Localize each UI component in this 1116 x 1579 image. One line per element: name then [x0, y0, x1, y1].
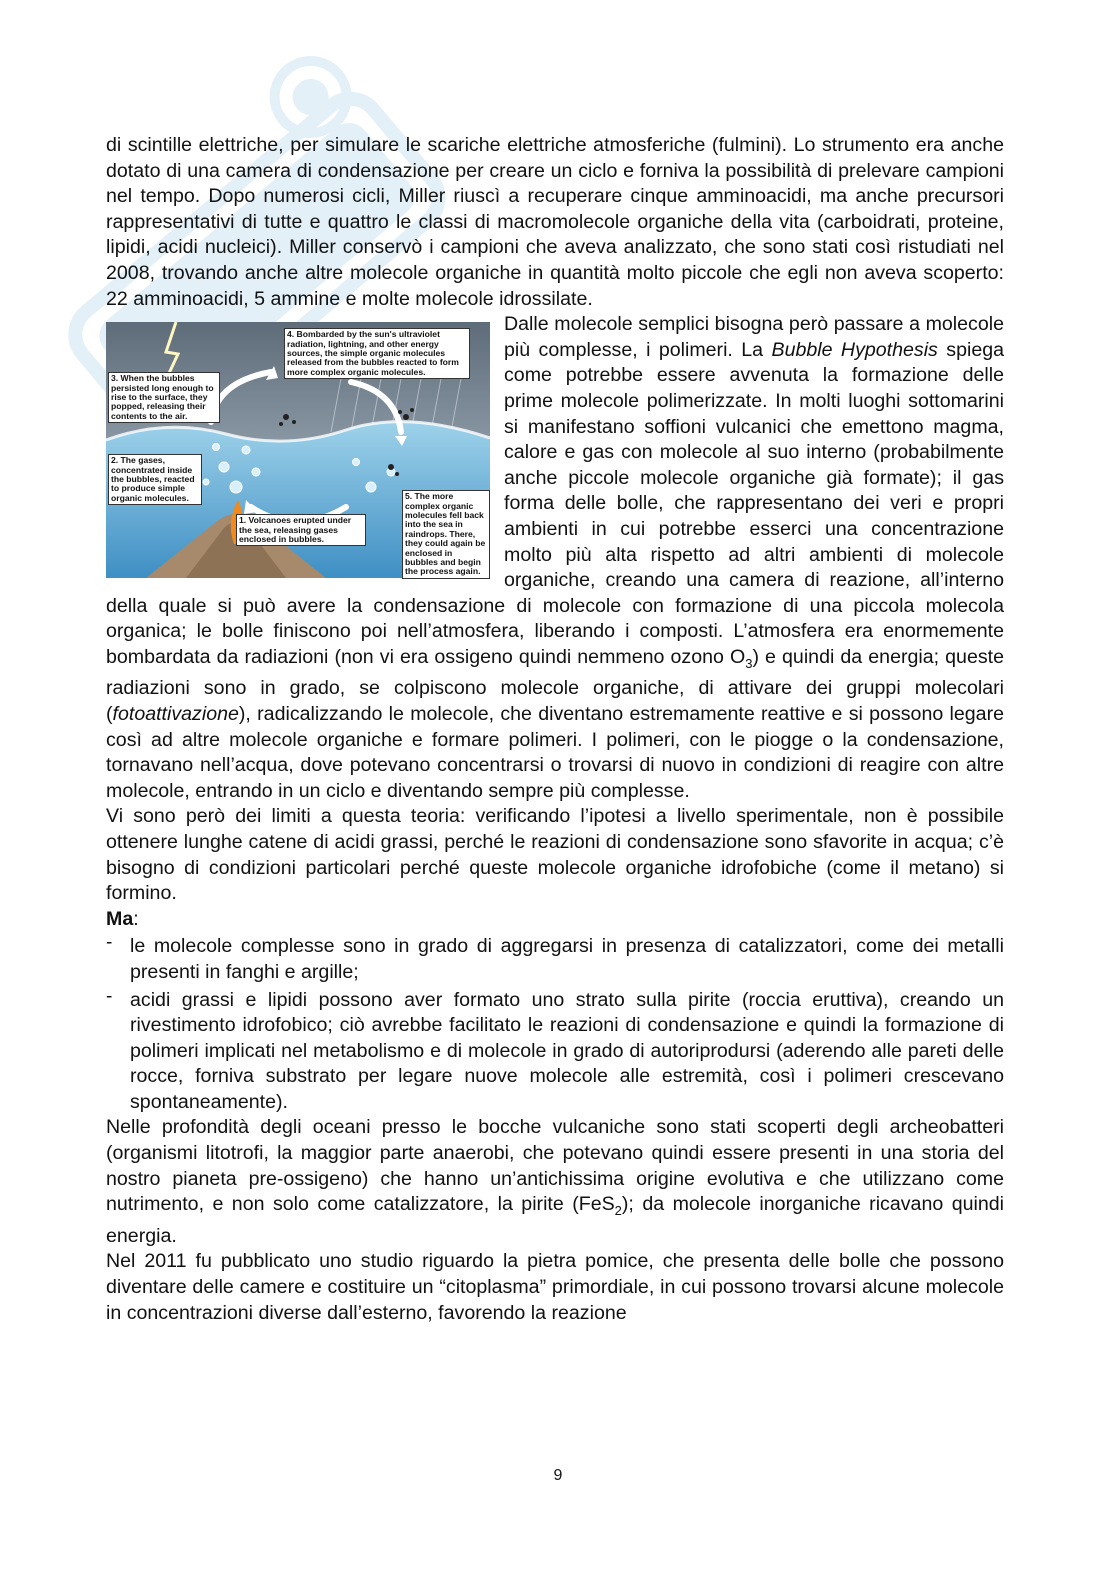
photoactivation-term: fotoattivazione: [112, 702, 239, 725]
list-item: - le molecole complesse sono in grado di aggregarsi in presenza di catalizzatori, come dei metalli presenti in fanghi e argille;: [106, 932, 1004, 983]
figure-caption-3: 3. When the bubbles persisted long enough to rise to the surface, they popped, releasing their contents to the air.: [108, 372, 220, 423]
page-number: 9: [553, 1467, 563, 1484]
limits-paragraph: Vi sono però dei limiti a questa teoria: verificando l’ipotesi a livello sperimentale, non è possibile ottenere lunghe catene di acidi grassi, perché le reazioni di condensazione sono sfavorite in acqua; c’è bisogno di condizioni particolari perché queste molecole organiche idrofobiche (come il metano) si formino.: [106, 805, 1004, 905]
list-item: - acidi grassi e lipidi possono aver formato uno strato sulla pirite (roccia eruttiva), creando un rivestimento idrofobico; ciò avrebbe facilitato le reazioni di condensazione e quindi la formazione di polimeri implicati nel metabolismo e di molecole in grado di autoriprodursi (aderendo alle pareti delle rocce, forniva substrato per legare nuove molecole alle estremità, così i polimeri crescevano spontaneamente).: [106, 985, 1004, 1113]
dash-bullet-icon: -: [106, 985, 113, 1007]
bullet-list: [106, 934, 1004, 1115]
intro-paragraph: di scintille elettriche, per simulare le scariche elettriche atmosferiche (fulmini). Lo strumento era anche dotato di una camera di condensazione per creare un ciclo e forniva la possibilità di prelevare campioni nel tempo. Dopo numerosi cicli, Miller riuscì a recuperare cinque amminoacidi, ma anche precursori rappresentativi di tutte e quattro le classi di macromolecole organiche della vita (carboidrati, proteine, lipidi, acidi nucleici). Miller conservò i campioni che aveva analizzato, che sono stati così ristudiati nel 2008, trovando anche altre molecole organiche in quantità molto piccole che egli non aveva scoperto: 22 amminoacidi, 5 ammine e molte molecole idrossilate.: [106, 134, 1004, 310]
archaea-paragraph: Nelle profondità degli oceani presso le bocche vulcaniche sono stati scoperti degli archeobatteri (organismi litotrofi, la maggior parte anaerobi, che potevano quindi essere presenti in una storia del nostro pianeta pre-ossigeno) che hanno un’antichissima origine evolutiva e che utilizzano come nutrimento, e non solo come catalizzatore, la pirite (FeS$_2$); da molecole inorganiche ricavano quindi energia.: [106, 1116, 1004, 1247]
page-body: [106, 133, 1004, 1326]
figure-caption-4: 4. Bombarded by the sun's ultraviolet radiation, lightning, and other energy sources, the simple organic molecules released from the bubbles reacted to form more complex organic molecules.: [284, 328, 470, 379]
dash-bullet-icon: -: [106, 932, 113, 954]
figure-caption-5: 5. The more complex organic molecules fell back into the sea in raindrops. There, they could again be enclosed in bubbles and begin the process again.: [402, 490, 490, 579]
figure-caption-2: 2. The gases, concentrated inside the bubbles, reacted to produce simple organic molecules.: [108, 454, 202, 505]
ma-heading: Ma:: [106, 907, 139, 930]
bubble-hypothesis-figure: [106, 322, 490, 578]
bubble-hypothesis-term: Bubble Hypothesis: [771, 338, 938, 361]
figure-caption-1: 1. Volcanoes erupted under the sea, releasing gases enclosed in bubbles.: [236, 514, 366, 546]
pumice-paragraph: Nel 2011 fu pubblicato uno studio riguardo la pietra pomice, che presenta delle bolle che possono diventare delle camere e costituire un “citoplasma” primordiale, in cui possono trovarsi alcune molecole in concentrazioni diverse dall’esterno, favorendo la reazione: [106, 1250, 1004, 1324]
bubble-hypothesis-paragraph: Dalle molecole semplici bisogna però passare a molecole più complesse, i polimeri. La Bubble Hypothesis spiega come potrebbe essere avvenuta la formazione delle prime molecole polimerizzate. In molti luoghi sottomarini si manifestano soffioni vulcanici che emettono magma, calore e gas con molecole al suo interno (probabilmente anche piccole molecole organiche già formate); il gas forma delle bolle, che rappresentano dei veri e propri ambienti in cui potrebbe esserci una concentrazione molto più alta rispetto ad altri ambienti di molecole organiche, creando una camera di reazione, all’interno della quale si può avere la condensazione di molecole con formazione di una piccola molecola organica; le bolle finiscono poi nell’atmosfera, liberando i composti. L’atmosfera era enormemente bombardata da radiazioni (non vi era ossigeno quindi nemmeno ozono $O_3$) e quindi da energia; queste radiazioni sono in grado, se colpiscono molecole organiche, di attivare dei gruppi molecolari (fotoattivazione), radicalizzando le molecole, che diventano estremamente reattive e si possono legare così ad altre molecole organiche e formare polimeri. I polimeri, con le piogge o la condensazione, tornavano nell’acqua, dove potevano concentrarsi o trovarsi di nuovo in condizioni di reagire con altre molecole, entrando in un ciclo e diventando sempre più complesse.: [106, 313, 1005, 802]
